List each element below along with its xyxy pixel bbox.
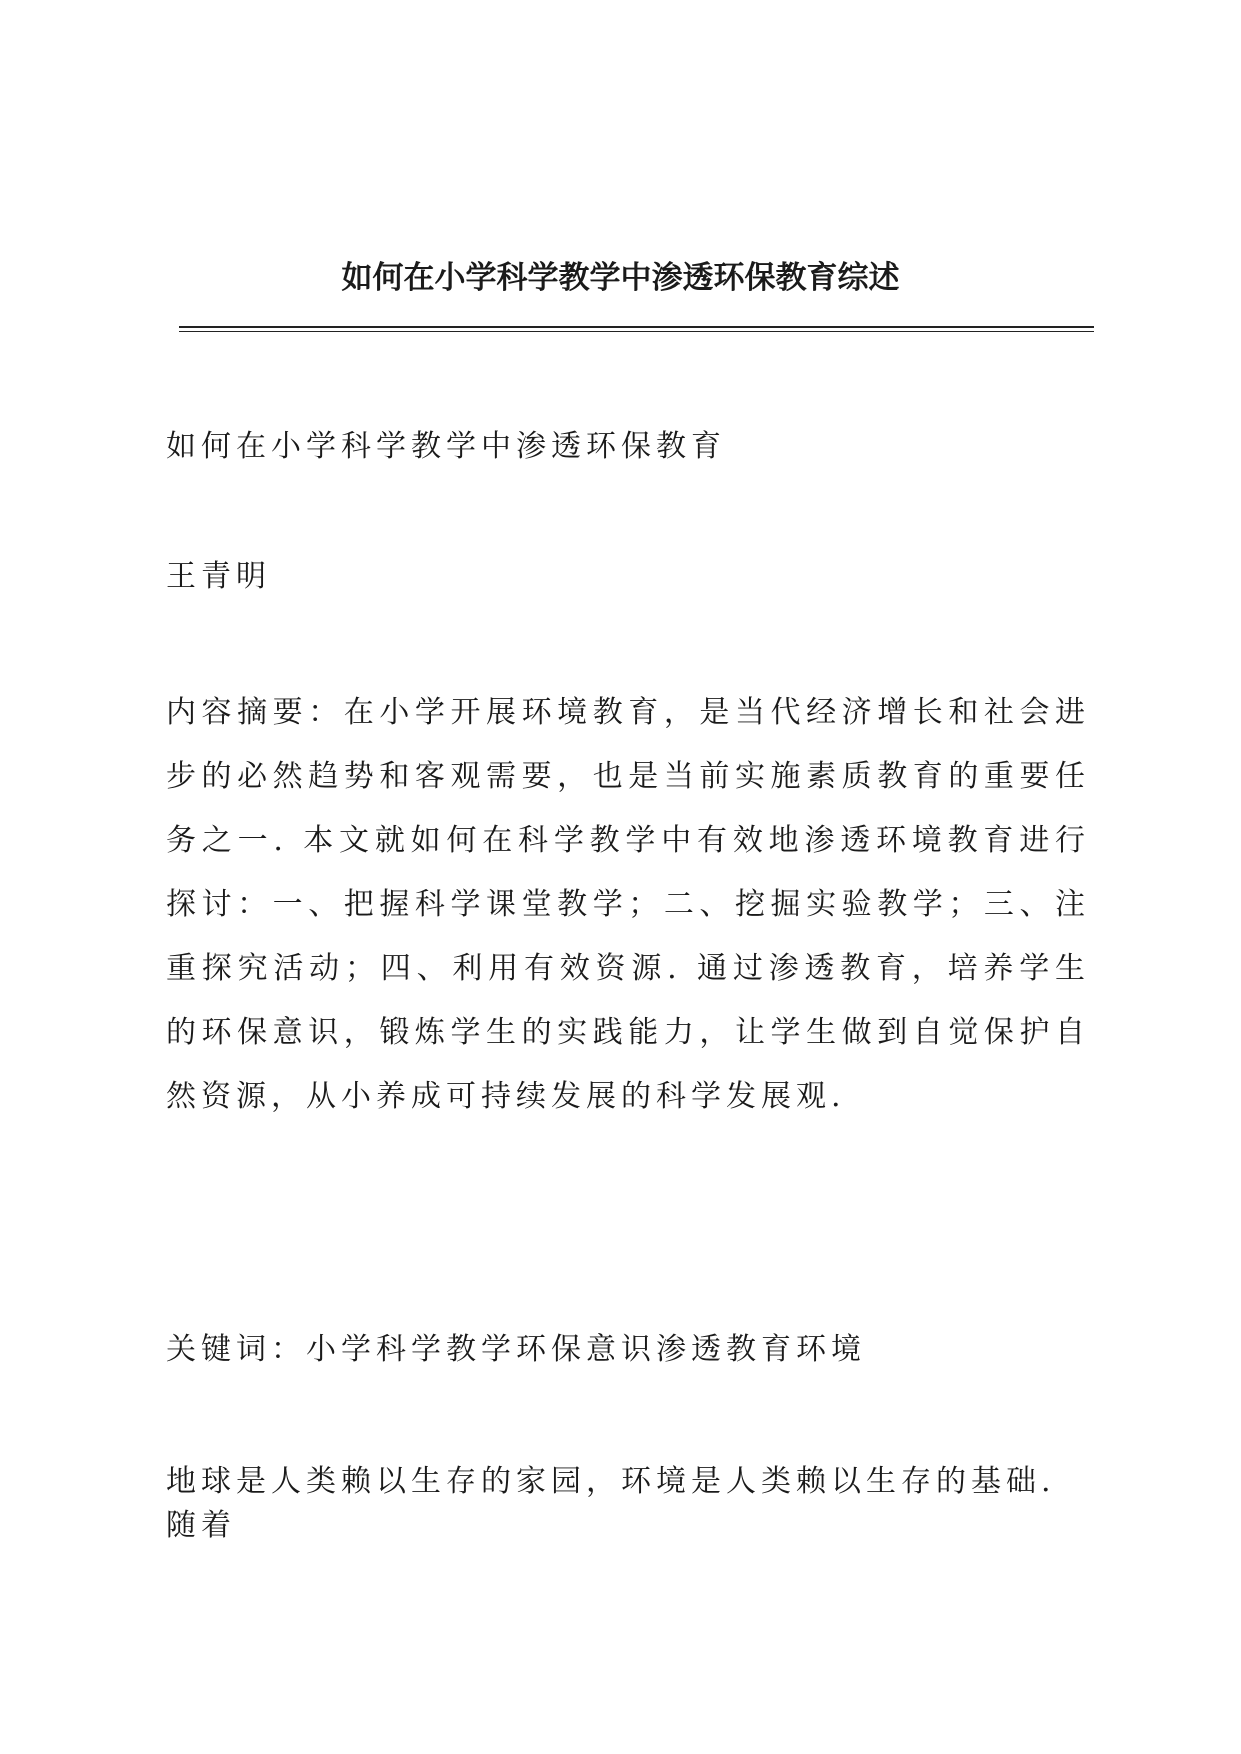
abstract-paragraph: 内容摘要：在小学开展环境教育，是当代经济增长和社会进步的必然趋势和客观需要，也是当前实施素质教育的重要任务之一. 本文就如何在科学教学中有效地渗透环境教育进行探讨：一、把握科学课堂教学；二、挖掘实验教学；三、注重探究活动；四、利用有效资源. 通过渗透教育，培养学生的环保意识，锻炼学生的实践能力，让学生做到自觉保护自然资源，从小养成可持续发展的科学发展观.: [166, 695, 1090, 1114]
title-underline-thin: [179, 331, 1094, 332]
author-name: 王青明: [166, 559, 271, 594]
keywords-line: 关键词：小学科学教学环保意识渗透教育环境: [166, 1332, 866, 1367]
intro-paragraph: 地球是人类赖以生存的家园，环境是人类赖以生存的基础. 随着: [166, 1464, 1056, 1543]
document-subtitle: 如何在小学科学教学中渗透环保教育: [166, 429, 726, 464]
document-title: 如何在小学科学教学中渗透环保教育综述: [341, 260, 900, 296]
title-underline: [179, 326, 1094, 328]
